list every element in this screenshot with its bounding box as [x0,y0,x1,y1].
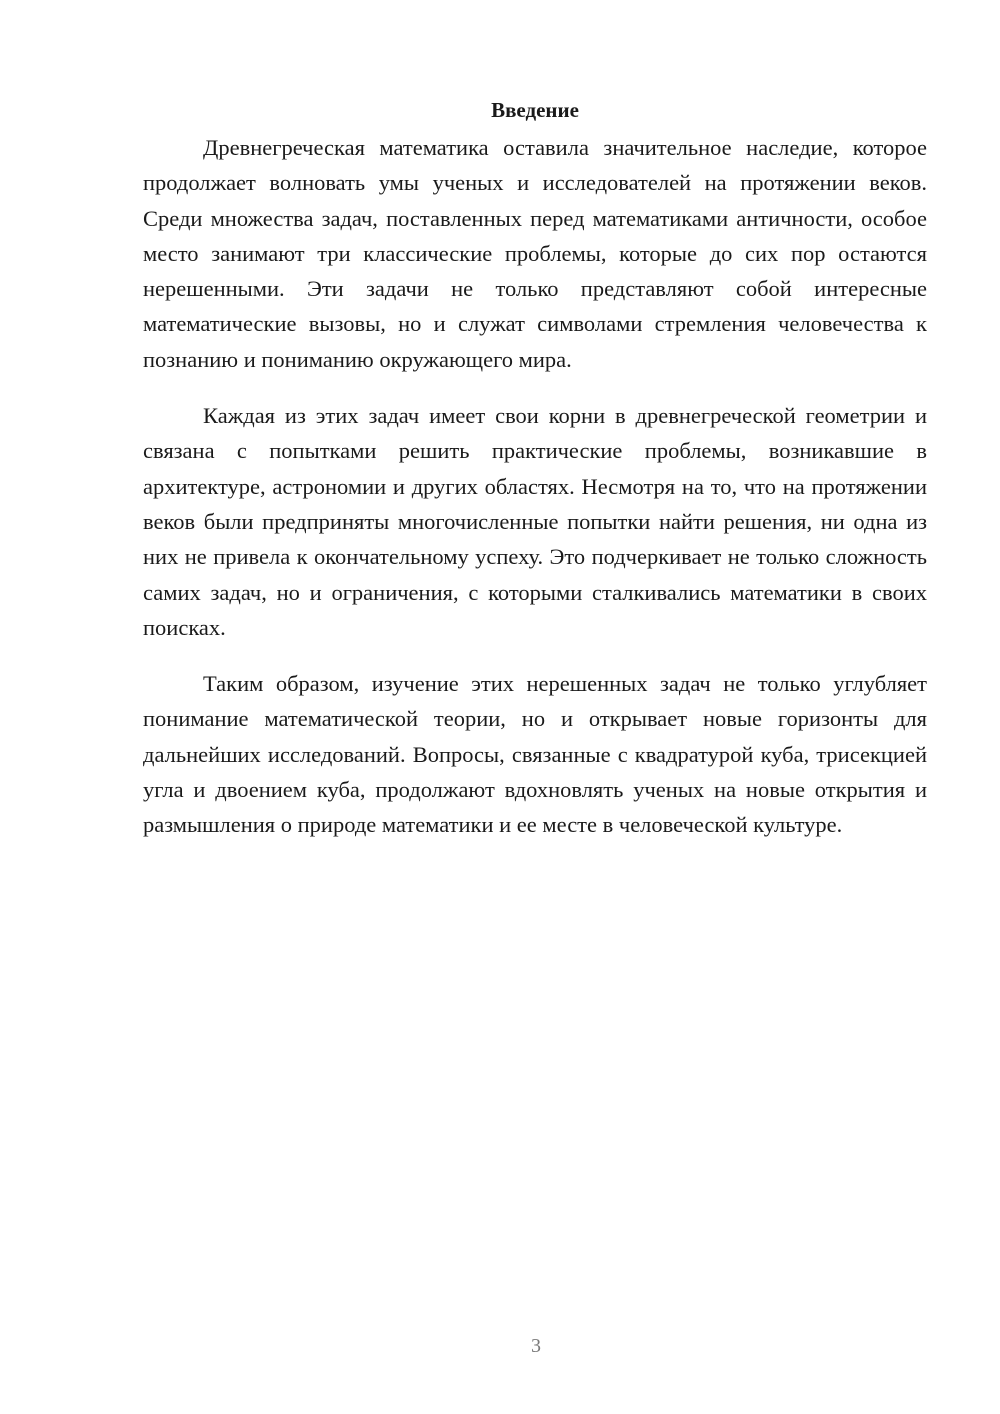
page-content [143,92,927,864]
section-title: Введение [491,98,579,122]
paragraph-2: Каждая из этих задач имеет свои корни в древнегреческой геометрии и связана с попытками решить практические проблемы, возникавшие в архитектуре, астрономии и других областях. Несмотря на то, что на протяжении веков были предприняты многочисленные попытки найти решения, ни одна из них не привела к окончательному успеху. Это подчеркивает не только сложность самих задач, но и ограничения, с которыми сталкивались математики в своих поисках. [143,403,927,640]
page-number: 3 [531,1335,541,1357]
paragraph-1: Древнегреческая математика оставила значительное наследие, которое продолжает волновать умы ученых и исследователей на протяжении веков. Среди множества задач, поставленных перед математиками античности, особое место занимают три классические проблемы, которые до сих пор остаются нерешенными. Эти задачи не только представляют собой интересные математические вызовы, но и служат символами стремления человечества к познанию и пониманию окружающего мира. [143,135,927,372]
paragraph-3: Таким образом, изучение этих нерешенных задач не только углубляет понимание математической теории, но и открывает новые горизонты для дальнейших исследований. Вопросы, связанные с квадратурой куба, трисекцией угла и двоением куба, продолжают вдохновлять ученых на новые открытия и размышления о природе математики и ее месте в человеческой культуре. [143,671,927,838]
